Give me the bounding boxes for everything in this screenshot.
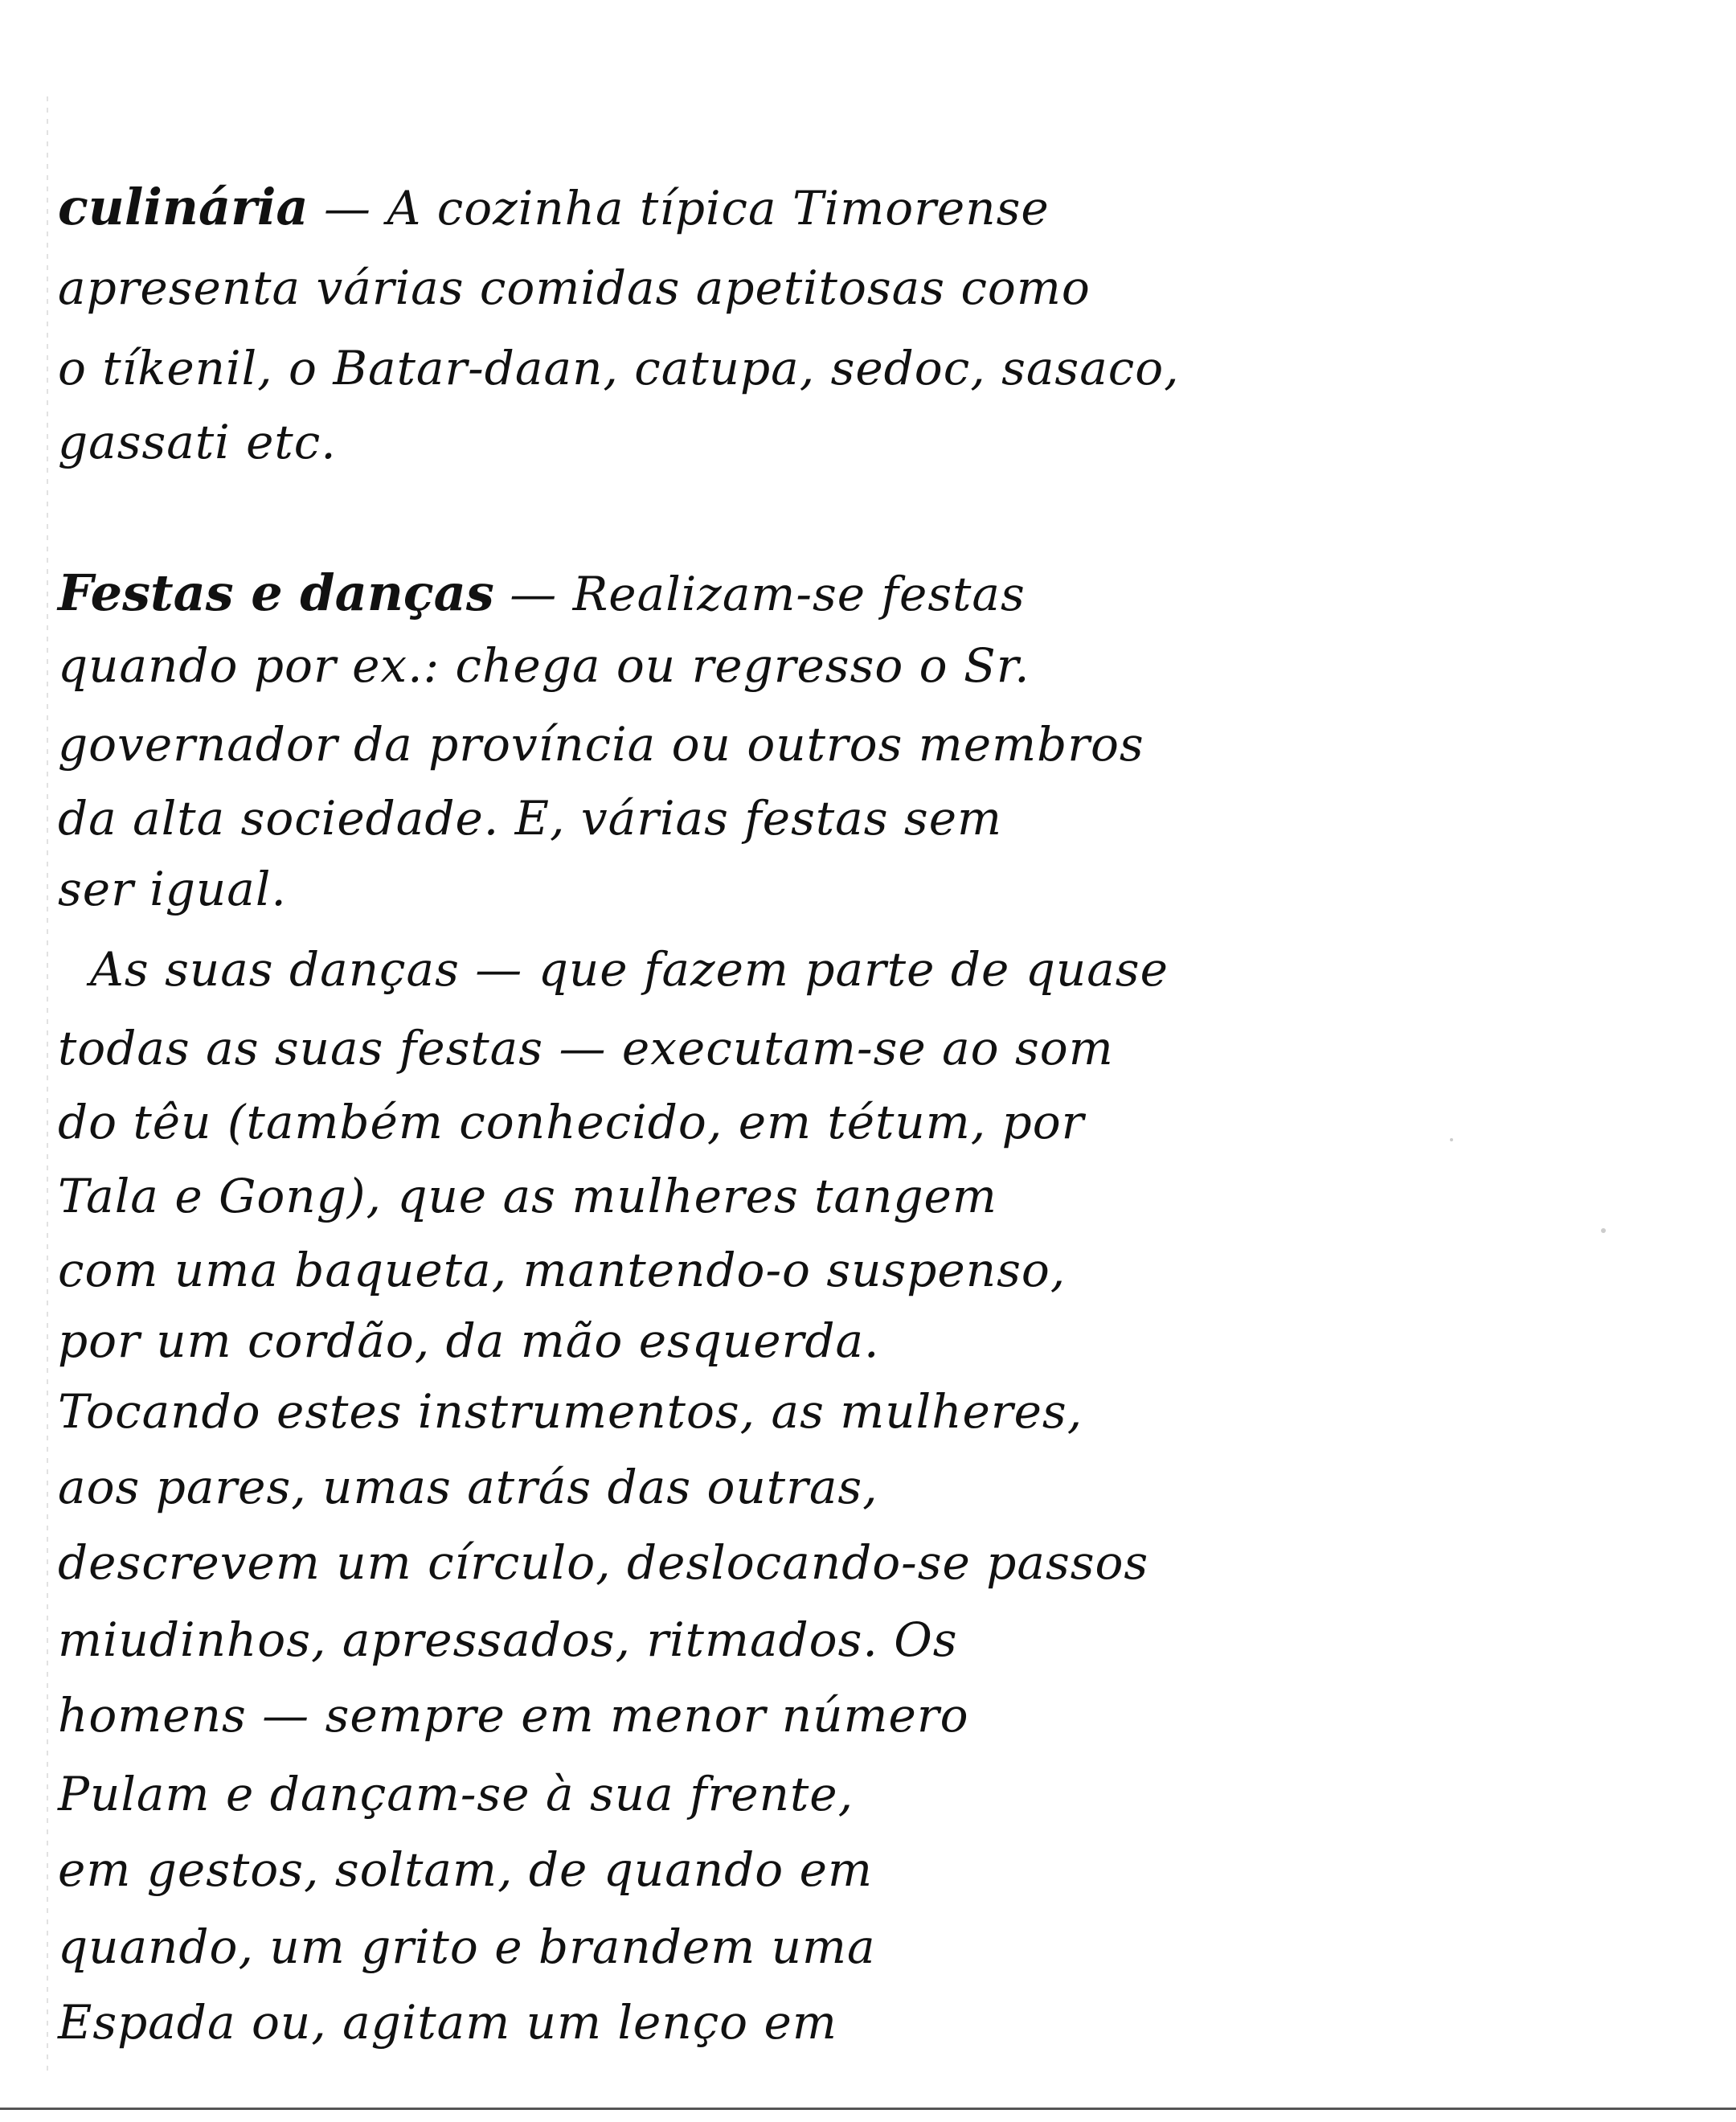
section2-line-12: aos pares, umas atrás das outras,: [58, 1460, 878, 1514]
section2-line-17: em gestos, soltam, de quando em: [58, 1842, 873, 1897]
scan-speck: [1601, 1228, 1606, 1233]
section1-first-line: [58, 178, 1050, 237]
section2-line-3: da alta sociedade. E, várias festas sem: [58, 791, 1003, 846]
section2-heading: Festas e danças: [58, 563, 494, 622]
section2-line-14: miudinhos, apressados, ritmados. Os: [58, 1612, 958, 1667]
section2-line-8: Tala e Gong), que as mulheres tangem: [58, 1169, 997, 1223]
section1-line-1: apresenta várias comidas apetitosas como: [58, 260, 1091, 315]
section2-line-18: quando, um grito e brandem uma: [58, 1919, 876, 1974]
section2-line-13: descrevem um círculo, deslocando-se passos: [58, 1535, 1149, 1590]
section2-line-4: ser igual.: [58, 862, 287, 916]
section2-line-10: por um cordão, da mão esquerda.: [58, 1313, 880, 1368]
scan-speck: [1450, 1138, 1453, 1141]
page-bottom-edge: [0, 2108, 1736, 2110]
section2-line-15: homens — sempre em menor número: [58, 1688, 969, 1743]
margin-line: [47, 96, 48, 2074]
section2-line-19: Espada ou, agitam um lenço em: [58, 1995, 837, 2050]
section2-first-line: [58, 564, 1026, 623]
section2-line-7: do têu (também conhecido, em tétum, por: [58, 1095, 1085, 1149]
section1-line-0: — A cozinha típica Timorense: [324, 181, 1050, 236]
section2-line-2: governador da província ou outros membros: [58, 717, 1144, 772]
section1-heading: culinária: [58, 178, 309, 236]
section2-line-6: todas as suas festas — executam-se ao som: [58, 1021, 1114, 1075]
section1-line-2: o tíkenil, o Batar-daan, catupa, sedoc, sasaco,: [58, 341, 1180, 395]
section2-line-16: Pulam e dançam-se à sua frente,: [58, 1767, 854, 1821]
section2-line-0: — Realizam-se festas: [510, 567, 1026, 621]
section2-line-11: Tocando estes instrumentos, as mulheres,: [58, 1384, 1083, 1439]
section2-line-9: com uma baqueta, mantendo-o suspenso,: [58, 1243, 1067, 1297]
section2-line-1: quando por ex.: chega ou regresso o Sr.: [58, 638, 1030, 693]
section1-line-3: gassati etc.: [58, 415, 337, 469]
section2-line-5: As suas danças — que fazem parte de quase: [90, 942, 1169, 997]
